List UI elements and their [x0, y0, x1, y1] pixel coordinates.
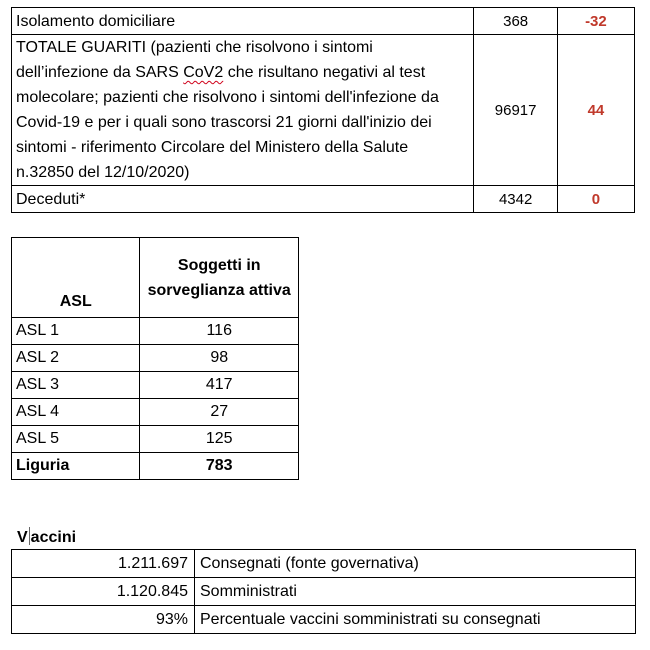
asl-value: 116	[140, 318, 299, 345]
table-row	[12, 578, 636, 606]
table-row	[12, 372, 299, 399]
table-total-row	[12, 453, 299, 480]
asl-name: ASL 3	[12, 372, 140, 399]
text-cursor	[29, 527, 30, 545]
vaccini-desc: Percentuale vaccini somministrati su consegnati	[195, 606, 636, 634]
row-label: Deceduti*	[12, 186, 474, 213]
asl-value: 27	[140, 399, 299, 426]
row-value: 96917	[474, 35, 557, 186]
table-row	[12, 426, 299, 453]
asl-name: ASL 1	[12, 318, 140, 345]
table-row	[12, 550, 636, 578]
vaccini-table	[11, 549, 636, 634]
row-delta: 44	[557, 35, 634, 186]
heading-text: accini	[30, 529, 77, 546]
table-row	[12, 318, 299, 345]
asl-name: ASL 5	[12, 426, 140, 453]
asl-value: 125	[140, 426, 299, 453]
row-delta: -32	[557, 8, 634, 35]
vaccini-heading	[17, 527, 76, 547]
vaccini-value: 93%	[12, 606, 195, 634]
table-row	[12, 345, 299, 372]
row-label	[12, 35, 474, 186]
row-delta: 0	[557, 186, 634, 213]
total-label: Liguria	[12, 453, 140, 480]
asl-value: 98	[140, 345, 299, 372]
table-row	[12, 186, 635, 213]
row-value: 368	[474, 8, 557, 35]
label-text: TOTALE GUARITI (pazienti che risolvono i sintomi dell’infezione da SARS	[16, 39, 373, 81]
row-label: Isolamento domiciliare	[12, 8, 474, 35]
table-row	[12, 606, 636, 634]
summary-table	[11, 7, 635, 213]
vaccini-value: 1.120.845	[12, 578, 195, 606]
table-row	[12, 399, 299, 426]
asl-table	[11, 237, 299, 480]
table-row	[12, 8, 635, 35]
vaccini-desc: Consegnati (fonte governativa)	[195, 550, 636, 578]
label-text: che risultano negativi al test molecolare; pazienti che risolvono i sintomi dell'infezione da Covid-19 e per i quali sono trascorsi 21 giorni dall'inizio dei sintomi - riferimento Circolare del Ministero della Salute n.32850 del 12/10/2020)	[16, 64, 439, 181]
heading-text: V	[17, 529, 28, 546]
row-value: 4342	[474, 186, 557, 213]
total-value: 783	[140, 453, 299, 480]
vaccini-value: 1.211.697	[12, 550, 195, 578]
spellcheck-flagged-word: CoV2	[183, 64, 224, 81]
asl-name: ASL 4	[12, 399, 140, 426]
vaccini-desc: Somministrati	[195, 578, 636, 606]
table-header-row	[12, 238, 299, 318]
table-row	[12, 35, 635, 186]
column-header-asl: ASL	[12, 238, 140, 318]
column-header-sorveglianza: Soggetti in sorveglianza attiva	[140, 238, 299, 318]
asl-name: ASL 2	[12, 345, 140, 372]
asl-value: 417	[140, 372, 299, 399]
